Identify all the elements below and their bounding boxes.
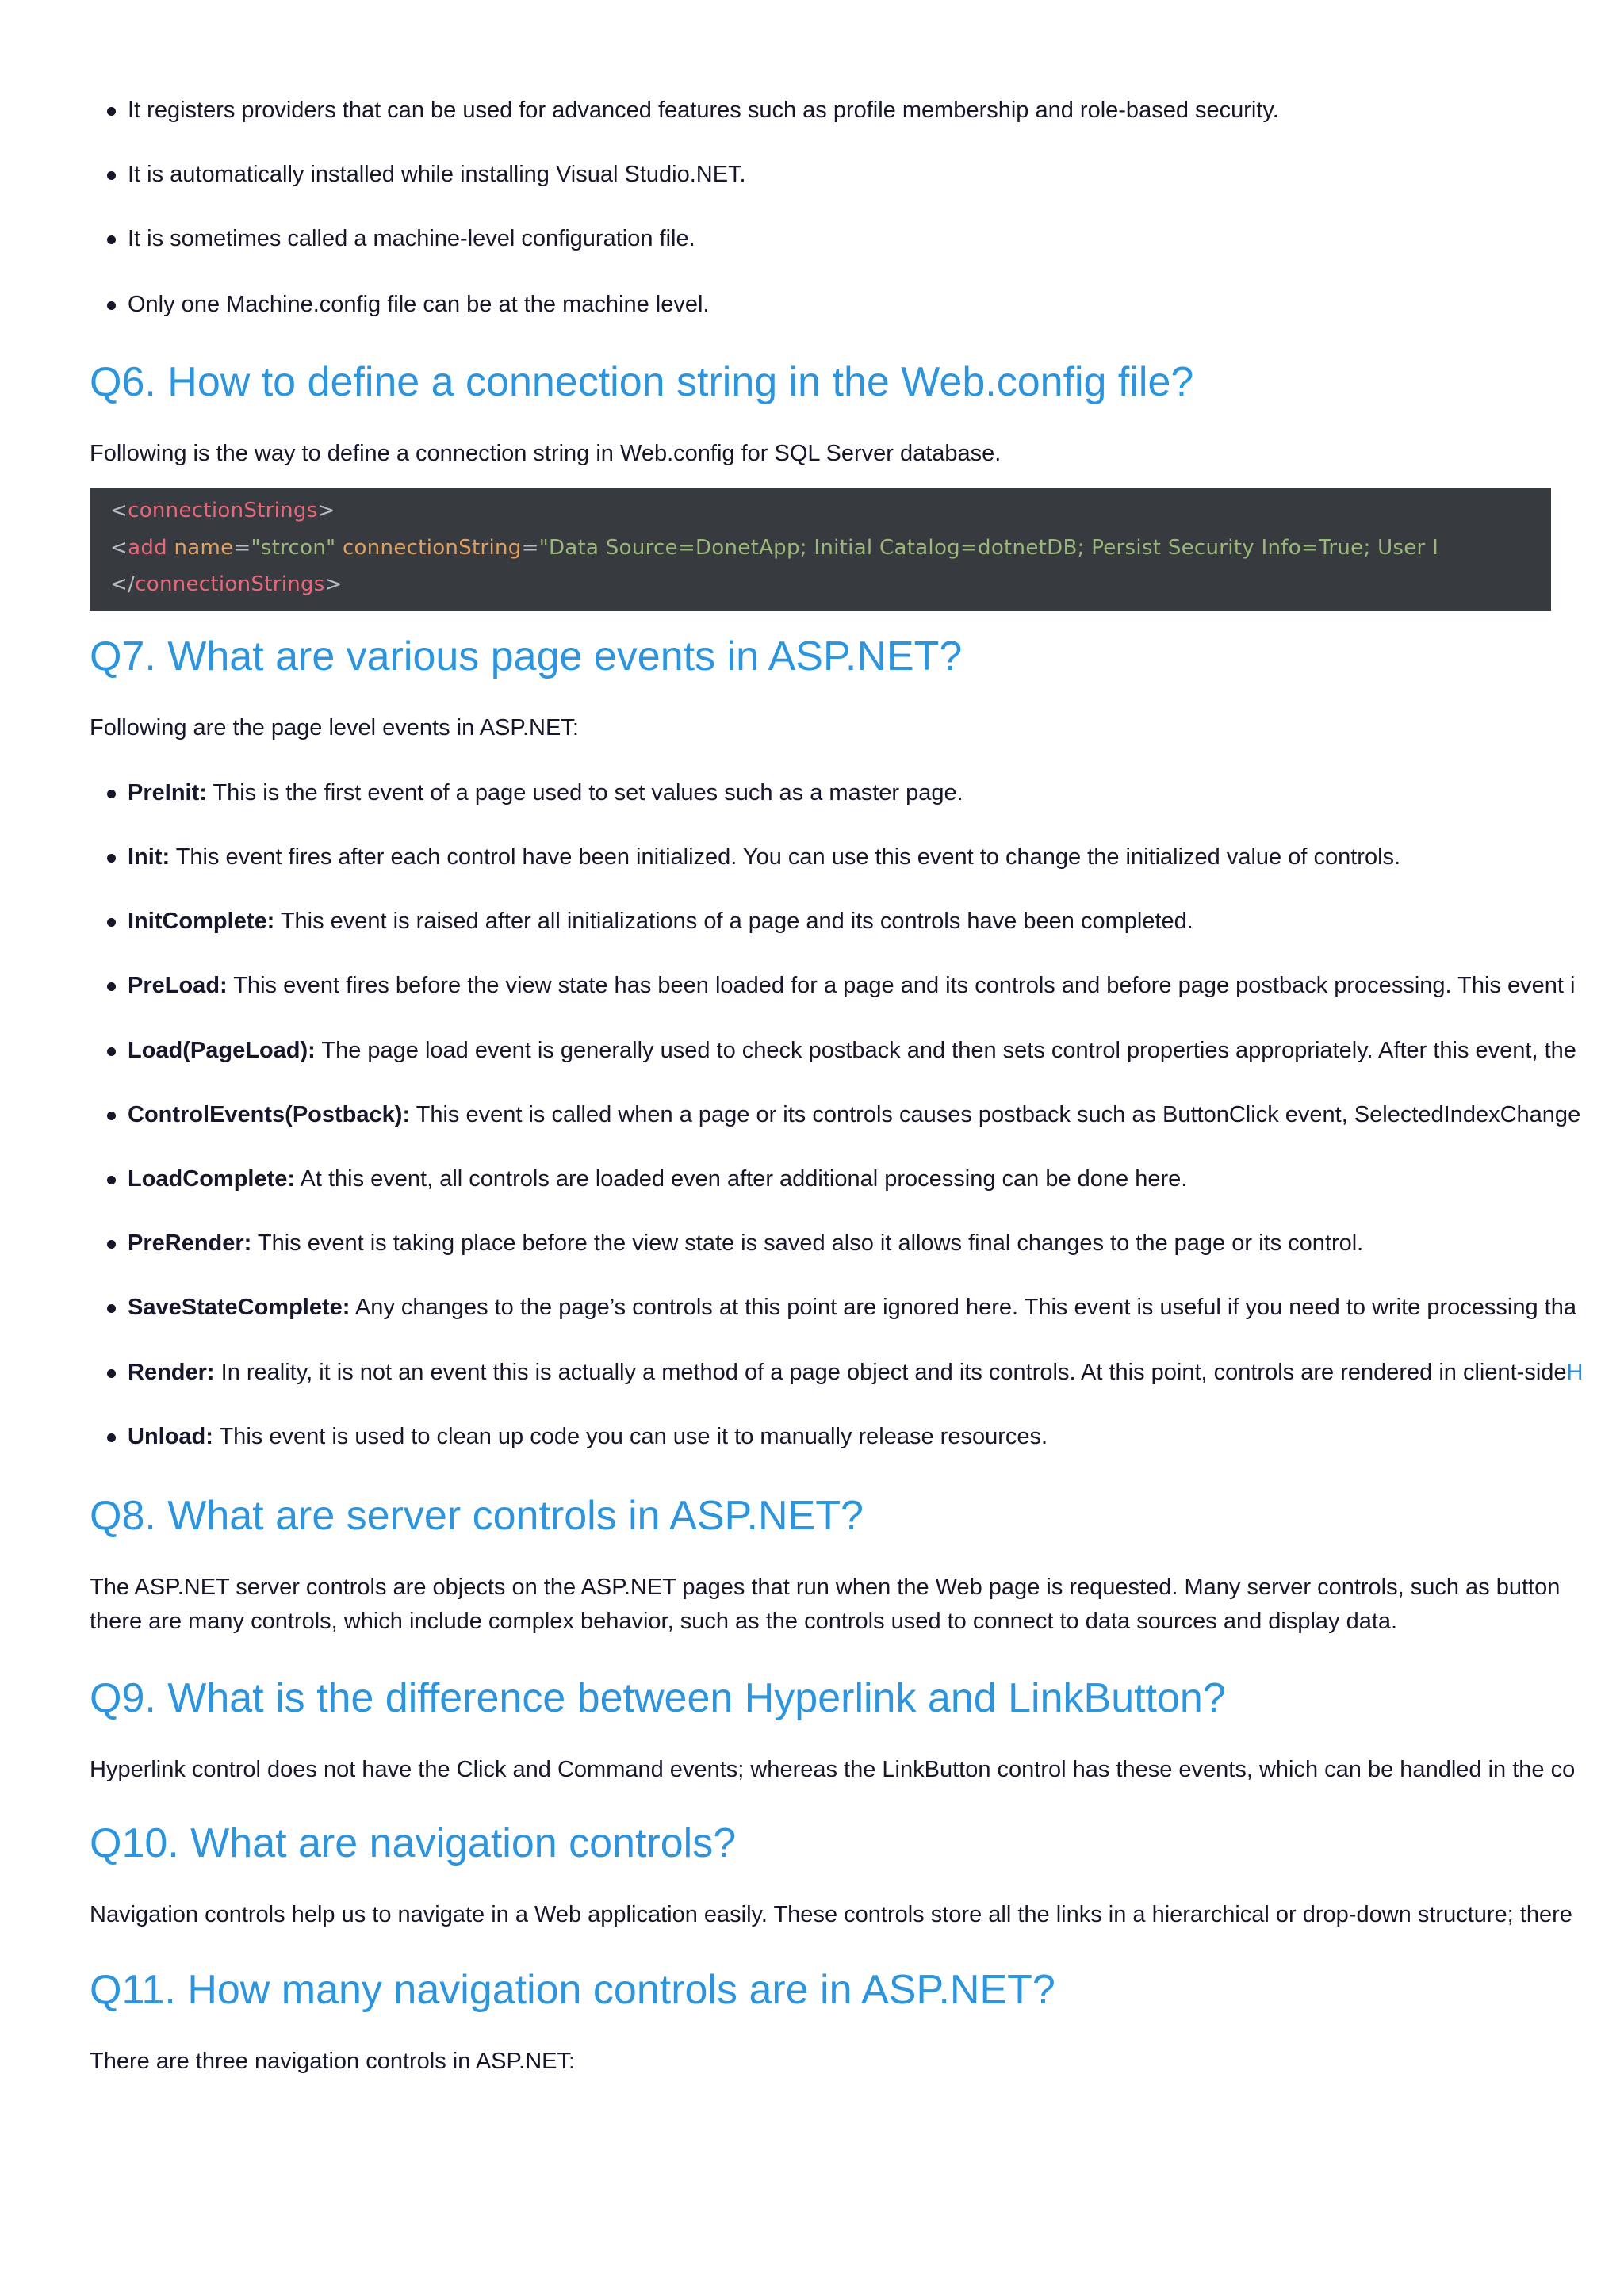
bullet-dot [107, 1047, 116, 1056]
bullet-dot [107, 982, 116, 991]
bullet-dot [107, 790, 116, 798]
q10-heading: Q10. What are navigation controls? [90, 1820, 737, 1866]
list-item: PreRender: This event is taking place before the view state is saved also it allows final changes to the page or its control. [0, 1223, 1624, 1263]
code-line-3: </connectionStrings> [110, 572, 343, 596]
q8-paragraph-line-1: The ASP.NET server controls are objects on the ASP.NET pages that run when the Web page is requested. Many server controls, such as button [90, 1575, 1561, 1600]
bullet-dot [107, 1112, 116, 1120]
bullet-dot [107, 1240, 116, 1249]
list-item: ControlEvents(Postback): This event is called when a page or its controls causes postback such as ButtonClick event, SelectedIndexChange [0, 1095, 1624, 1135]
list-item: Only one Machine.config file can be at the machine level. [0, 285, 1624, 324]
list-item: Unload: This event is used to clean up code you can use it to manually release resources. [0, 1417, 1624, 1456]
list-item: PreInit: This is the first event of a page used to set values such as a master page. [0, 773, 1624, 813]
list-item: PreLoad: This event fires before the view state has been loaded for a page and its controls and before page postback processing. This event i [0, 966, 1624, 1005]
code-block [90, 488, 1551, 611]
list-item: LoadComplete: At this event, all controls are loaded even after additional processing can be done here. [0, 1159, 1624, 1199]
code-line-1: <connectionStrings> [110, 499, 335, 522]
bullet-dot [107, 235, 116, 244]
q11-heading: Q11. How many navigation controls are in ASP.NET? [90, 1967, 1055, 2013]
list-item: SaveStateComplete: Any changes to the page’s controls at this point are ignored here. This event is useful if you need to write processing tha [0, 1288, 1624, 1327]
bullet-dot [107, 1369, 116, 1378]
q9-paragraph: Hyperlink control does not have the Click and Command events; whereas the LinkButton control has these events, which can be handled in the co [90, 1757, 1576, 1782]
bullet-dot [107, 1304, 116, 1313]
list-item: Render: In reality, it is not an event this is actually a method of a page object and its controls. At this point, controls are rendered in client-sideH [0, 1353, 1624, 1392]
html-link[interactable]: H [1566, 1360, 1584, 1385]
list-item: It is sometimes called a machine-level configuration file. [0, 219, 1624, 258]
list-item: It registers providers that can be used for advanced features such as profile membership and role-based security. [0, 90, 1624, 130]
q10-paragraph: Navigation controls help us to navigate in a Web application easily. These controls store all the links in a hierarchical or drop-down structure; there [90, 1902, 1572, 1927]
q6-intro-text: Following is the way to define a connection string in Web.config for SQL Server database. [90, 441, 1002, 466]
list-item: It is automatically installed while installing Visual Studio.NET. [0, 155, 1624, 194]
bullet-dot [107, 107, 116, 116]
q7-intro-text: Following are the page level events in ASP.NET: [90, 715, 579, 740]
list-item: InitComplete: This event is raised after all initializations of a page and its controls have been completed. [0, 901, 1624, 941]
q6-heading: Q6. How to define a connection string in the Web.config file? [90, 359, 1194, 405]
bullet-dot [107, 854, 116, 863]
q11-paragraph: There are three navigation controls in ASP.NET: [90, 2049, 576, 2074]
bullet-dot [107, 171, 116, 180]
q8-heading: Q8. What are server controls in ASP.NET? [90, 1493, 864, 1539]
bullet-dot [107, 918, 116, 927]
q8-paragraph-line-2: there are many controls, which include complex behavior, such as the controls used to connect to data sources and display data. [90, 1609, 1398, 1634]
q7-heading: Q7. What are various page events in ASP.NET? [90, 633, 963, 679]
list-item: Init: This event fires after each control have been initialized. You can use this event to change the initialized value of controls. [0, 837, 1624, 877]
list-item: Load(PageLoad): The page load event is generally used to check postback and then sets control properties appropriately. After this event, the [0, 1031, 1624, 1070]
code-line-2: <add name="strcon" connectionString="Data Source=DonetApp; Initial Catalog=dotnetDB; Persist Security Info=True; User I [110, 536, 1439, 560]
bullet-dot [107, 1433, 116, 1442]
bullet-dot [107, 301, 116, 310]
bullet-dot [107, 1176, 116, 1184]
q9-heading: Q9. What is the difference between Hyperlink and LinkButton? [90, 1675, 1226, 1721]
